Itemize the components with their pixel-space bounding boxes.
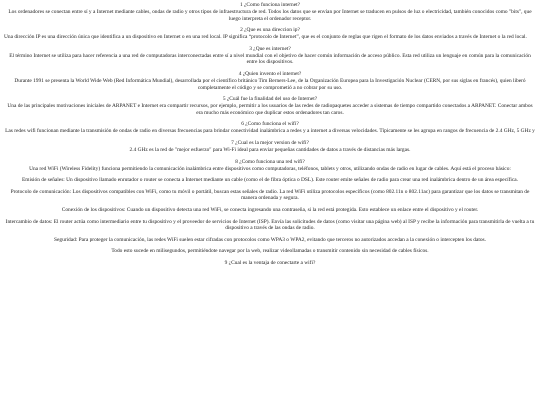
question-5: 5 ¿Cuál fue la finalidad del uso de Internet?: [222, 96, 318, 103]
question-6: 6 ¿Como funciona el wifi?: [241, 121, 299, 128]
answer-2: Una dirección IP es una dirección única que identifica a un dispositivo en Internet o en una red local. IP significa “protocolo de Internet”, que es el conjunto de reglas que rigen el formato de los datos enviados a través de Internet o la red local.: [4, 34, 527, 41]
answer-8-protocolo: Protocolo de comunicación: Los dispositivos compatibles con WiFi, como tu móvil o portátil, buscan estas señales de radio. La red WiFi utiliza protocolos específicos (como 802.11n o 802.11ac) para garantizar que los datos se transmitan de manera ordenada y segura.: [10, 188, 530, 202]
answer-4: Durante 1991 se presenta la World Wide Web (Red Informática Mundial), desarrollada por el científico británico Tim Berners-Lee, de la Organización Europea para la Investigación Nuclear (CERN, por sus siglas en francés), quien liberó completamente el código y se comprometió a no cobrar por su uso.: [14, 77, 526, 91]
answer-1: Los ordenadores se conectan entre sí y a Internet mediante cables, ondas de radio y otros tipos de infraestructura de red. Todos los datos que se envían por Internet se traducen en pulsos de luz o electricidad, también conocidos como "bits", que luego interpreta el ordenador receptor.: [8, 9, 532, 22]
answer-5: Una de las principales motivaciones iniciales de ARPANET e Internet era compartir recursos, por ejemplo, permitir a los usuarios de las redes de radiopaquetes acceder a sistemas de tiempo compartido conectados a ARPANET. Conectar ambos era mucho más económico que duplicar estos ordenadores tan caros.: [7, 103, 533, 116]
question-9: 9 ¿Cual es la ventaja de conectarte a wifi?: [224, 259, 316, 266]
question-1: 1 ¿Como funciona internet?: [239, 2, 301, 8]
question-8: 8 ¿Como funciona una red wifi?: [235, 158, 305, 165]
answer-8-emision: Emisión de señales: Un dispositivo llamado enrutador o router se conecta a Internet mediante un cable (como el de fibra óptica o DSL). Este router emite señales de radio para crear una red inalámbrica dentro de un área específica.: [21, 177, 519, 184]
question-4: 4 ¿Quien invento el internet?: [238, 70, 302, 77]
answer-8-seguridad: Seguridad: Para proteger la comunicación, las redes WiFi suelen estar cifradas con protocolos como WPA3 o WPA2, evitando que terceros no autorizados accedan a la conexión o intercepten los datos.: [53, 236, 486, 243]
question-7: 7 ¿Cual es la mejor version de wifi?: [231, 139, 309, 146]
answer-6: Las redes wifi funcionan mediante la transmisión de ondas de radio en diversas frecuencias para brindar conectividad inalámbrica a redes y a internet a diversas velocidades. Típicamente se les agrupa en rangos de frecuencia de 2.4 GHz, 5 GHz y: [5, 128, 535, 135]
answer-7: 2.4 GHz es la red de "mejor esfuerzo" para Wi-Fi ideal para enviar pequeñas cantidades de datos a través de distancias más largas.: [129, 146, 411, 153]
question-2: 2 ¿Que es una direccion ip?: [240, 27, 300, 34]
question-3: 3 ¿Que es internet?: [249, 45, 291, 52]
answer-8-intercambio: Intercambio de datos: El router actúa como intermediario entre tu dispositivo y el proveedor de servicios de Internet (ISP). Envía las solicitudes de datos (como visitar una página web) al ISP y recibe la información para transmitirla de vuelta a tu dispositivo a través de las ondas de radio.: [5, 218, 535, 232]
answer-8-intro: Una red WiFi (Wireless Fidelity) funciona permitiendo la comunicación inalámbrica entre dispositivos como computadoras, teléfonos, tablets y otros, utilizando ondas de radio en lugar de cables. Aquí está el proceso básico:: [29, 165, 511, 172]
answer-3: El término Internet se utiliza para hacer referencia a una red de computadoras interconectadas entre sí a nivel mundial con el objetivo de hacer común información de acceso público. Esta red utiliza un lenguaje en común para la comunicación entre los dispositivos.: [9, 52, 531, 66]
answer-8-cierre: Todo esto sucede en milisegundos, permitiéndote navegar por la web, realizar videollamadas o transmitir contenido sin necesidad de cables físicos.: [111, 248, 429, 255]
answer-8-conexion: Conexión de los dispositivos: Cuando un dispositivo detecta una red WiFi, se conecta ingresando una contraseña, si la red está protegida. Esto establece un enlace entre el dispositivo y el router.: [61, 206, 479, 213]
